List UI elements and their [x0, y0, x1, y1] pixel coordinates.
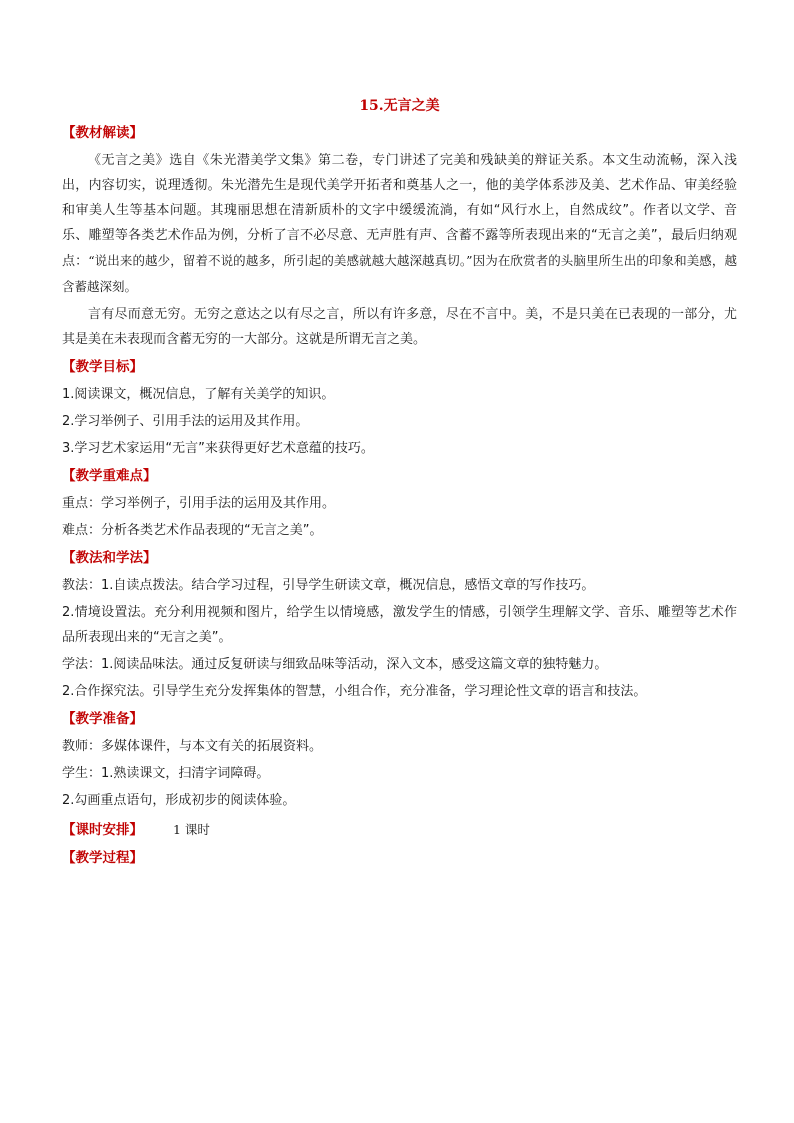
section-heading-preparation: 【教学准备】	[62, 711, 143, 727]
list-item: 1.阅读课文，概况信息，了解有关美学的知识。	[62, 387, 335, 402]
section-heading-teaching-process: 【教学过程】	[62, 850, 143, 866]
list-item: 3.学习艺术家运用“无言”来获得更好艺术意蕴的技巧。	[62, 441, 374, 456]
class-hours-row	[62, 817, 737, 843]
list-item: 学法：1.阅读品味法。通过反复研读与细致品味等活动，深入文本，感受这篇文章的独特魅力。	[62, 657, 608, 672]
section-heading-methods: 【教法和学法】	[62, 550, 157, 566]
section-heading-teaching-goals: 【教学目标】	[62, 359, 143, 375]
paragraph-textbook-reading-1	[62, 148, 737, 300]
list-item: 教师：多媒体课件，与本文有关的拓展资料。	[62, 739, 323, 754]
list-item: 2.情境设置法。充分利用视频和图片，给学生以情境感，激发学生的情感，引领学生理解文学、音乐、雕塑等艺术作品所表现出来的“无言之美”。	[62, 605, 737, 645]
page-title: 15.无言之美	[359, 98, 440, 114]
list-item: 教法：1.自读点拨法。结合学习过程，引导学生研读文章，概况信息，感悟文章的写作技巧。	[62, 578, 595, 593]
section-heading-key-difficulties: 【教学重难点】	[62, 468, 157, 484]
list-item: 重点：学习举例子，引用手法的运用及其作用。	[62, 496, 336, 511]
paragraph-textbook-reading-2: 言有尽而意无穷。无穷之意达之以有尽之言，所以有许多意，尽在不言中。美，不是只美在已表现的一部分，尤其是美在未表现而含蓄无穷的一大部分。这就是所谓无言之美。	[62, 307, 737, 347]
class-hours-value: 1 课时	[173, 822, 210, 837]
list-item: 学生：1.熟读课文，扫清字词障碍。	[62, 766, 270, 781]
list-item: 2.学习举例子、引用手法的运用及其作用。	[62, 414, 309, 429]
document-page	[62, 96, 737, 873]
list-item: 2.勾画重点语句，形成初步的阅读体验。	[62, 793, 296, 808]
paragraph-quote: “说出来的越少，留着不说的越多，所引起的美感就越大越深越真切。”因为在欣赏者的头脑里所生出的印象和美感，越含蓄越深刻。	[62, 253, 737, 294]
paragraph-text: 《无言之美》选自《朱光潜美学文集》第二卷，专门讲述了完美和残缺美的辩证关系。本文生动流畅，深入浅出，内容切实，说理透彻。朱光潜先生是现代美学开拓者和奠基人之一，他的美学体系涉及美、艺术作品、审美经验和审美人生等基本问题。其瑰丽思想在清新质朴的文字中缓缓流淌，有如“风行水上，自然成纹”。作者以文学、音乐、雕塑等各类艺术作品为例，分析了言不必尽意、无声胜有声、含蓄不露等所表现出来的“无言之美”，最后归纳观点：	[62, 153, 737, 269]
list-item: 2.合作探究法。引导学生充分发挥集体的智慧，小组合作，充分准备，学习理论性文章的语言和技法。	[62, 684, 647, 699]
section-heading-class-hours: 【课时安排】	[62, 822, 143, 838]
list-item: 难点：分析各类艺术作品表现的“无言之美”。	[62, 523, 323, 538]
section-heading-textbook-reading: 【教材解读】	[62, 125, 143, 141]
